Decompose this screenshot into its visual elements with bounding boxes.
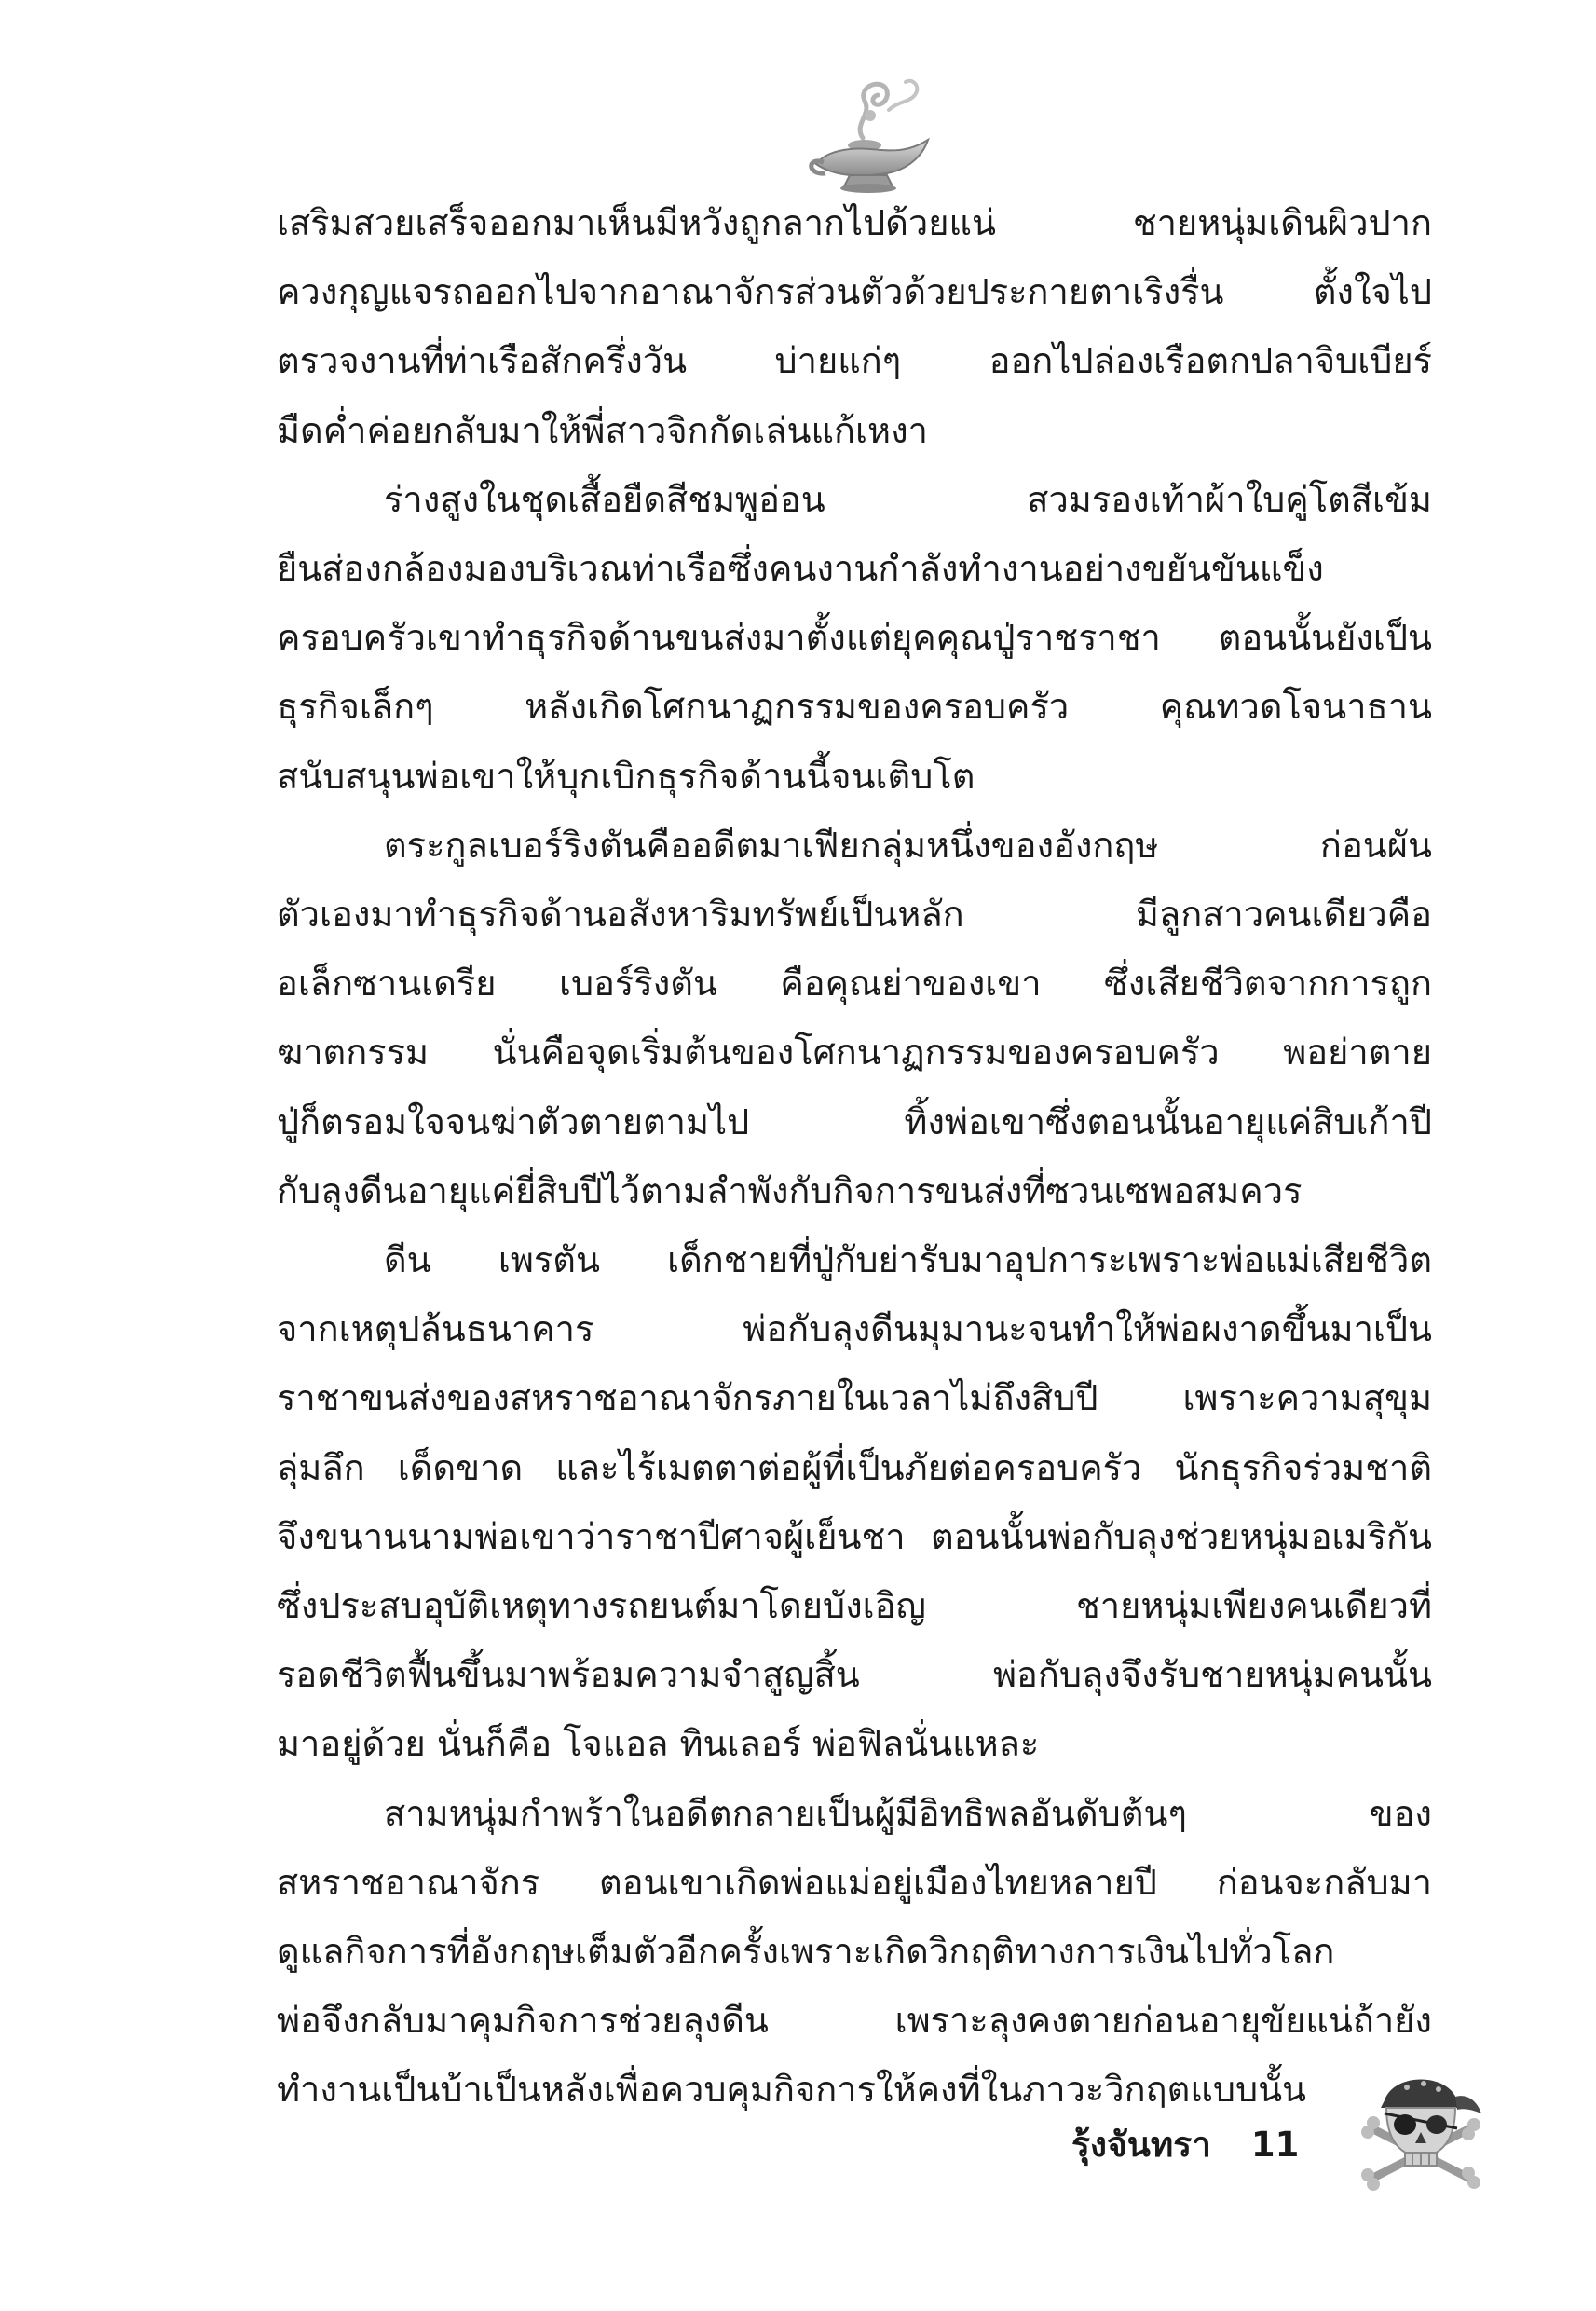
genie-lamp-icon xyxy=(798,73,937,203)
page-number: 11 xyxy=(1250,2125,1300,2165)
book-title: รุ้งจันทรา xyxy=(1071,2125,1211,2165)
text-line: ซึ่งประสบอุบัติเหตุทางรถยนต์มาโดยบังเอิญ ชายหนุ่มเพียงคนเดียวที่ xyxy=(277,1585,1432,1627)
text-line: อเล็กซานเดรีย เบอร์ริงตัน คือคุณย่าของเขา ซึ่งเสียชีวิตจากการถูก xyxy=(277,963,1432,1005)
text-line: ดีน เพรตัน เด็กชายที่ปู่กับย่ารับมาอุปการะเพราะพ่อแม่เสียชีวิต xyxy=(384,1239,1432,1281)
text-line: ลุ่มลึก เด็ดขาด และไร้เมตตาต่อผู้ที่เป็นภัยต่อครอบครัว นักธุรกิจร่วมชาติ xyxy=(277,1446,1432,1488)
text-line: สหราชอาณาจักร ตอนเขาเกิดพ่อแม่อยู่เมืองไทยหลายปี ก่อนจะกลับมา xyxy=(277,1861,1432,1903)
page-footer xyxy=(1071,2117,1299,2172)
text-line: ฆาตกรรม นั่นคือจุดเริ่มต้นของโศกนาฏกรรมของครอบครัว พอย่าตาย xyxy=(277,1032,1432,1073)
paragraph-3 xyxy=(277,811,1432,1225)
text-line: ดูแลกิจการที่อังกฤษเต็มตัวอีกครั้งเพราะเกิดวิกฤติทางการเงินไปทั่วโลก xyxy=(277,1931,1335,1973)
text-line: ราชาขนส่งของสหราชอาณาจักรภายในเวลาไม่ถึงสิบปี เพราะความสุขุม xyxy=(277,1377,1432,1419)
text-line: จากเหตุปล้นธนาคาร พ่อกับลุงดีนมุมานะจนทำให้พ่อผงาดขึ้นมาเป็น xyxy=(277,1308,1432,1350)
text-line: ร่างสูงในชุดเสื้อยืดสีชมพูอ่อน สวมรองเท้าผ้าใบคู่โตสีเข้ม xyxy=(384,478,1432,520)
text-line: พ่อจึงกลับมาคุมกิจการช่วยลุงดีน เพราะลุงคงตายก่อนอายุขัยแน่ถ้ายัง xyxy=(277,2000,1432,2042)
text-line: ทำงานเป็นบ้าเป็นหลังเพื่อควบคุมกิจการให้คงที่ในภาวะวิกฤตแบบนั้น xyxy=(277,2069,1307,2111)
paragraph-4 xyxy=(277,1225,1432,1779)
text-line: มาอยู่ด้วย นั่นก็คือ โจแอล ทินเลอร์ พ่อฟิลนั่นแหละ xyxy=(277,1723,1040,1765)
text-line: เสริมสวยเสร็จออกมาเห็นมีหวังถูกลากไปด้วยแน่ ชายหนุ่มเดินผิวปาก xyxy=(277,202,1432,243)
text-line: ตัวเองมาทำธุรกิจด้านอสังหาริมทรัพย์เป็นหลัก มีลูกสาวคนเดียวคือ xyxy=(277,894,1432,936)
paragraph-5 xyxy=(277,1779,1432,2125)
text-line: ควงกุญแจรถออกไปจากอาณาจักรส่วนตัวด้วยประกายตาเริงรื่น ตั้งใจไป xyxy=(277,271,1432,313)
paragraph-1 xyxy=(277,188,1432,465)
body-text xyxy=(277,188,1432,2125)
text-line: รอดชีวิตฟื้นขึ้นมาพร้อมความจำสูญสิ้น พ่อกับลุงจึงรับชายหนุ่มคนนั้น xyxy=(277,1654,1432,1696)
pirate-skull-crossbones-icon xyxy=(1351,2059,1491,2199)
text-line: กับลุงดีนอายุแค่ยี่สิบปีไว้ตามลำพังกับกิจการขนส่งที่ซวนเซพอสมควร xyxy=(277,1169,1303,1211)
text-line: ธุรกิจเล็กๆ หลังเกิดโศกนาฏกรรมของครอบครัว คุณทวดโจนาธาน xyxy=(277,686,1432,728)
text-line: สามหนุ่มกำพร้าในอดีตกลายเป็นผู้มีอิทธิพลอันดับต้นๆ ของ xyxy=(384,1792,1432,1834)
text-line: ยืนส่องกล้องมองบริเวณท่าเรือซึ่งคนงานกำลังทำงานอย่างขยันขันแข็ง xyxy=(277,548,1324,590)
text-line: ปู่ก็ตรอมใจจนฆ่าตัวตายตามไป ทิ้งพ่อเขาซึ่งตอนนั้นอายุแค่สิบเก้าปี xyxy=(277,1101,1432,1142)
text-line: ตรวจงานที่ท่าเรือสักครึ่งวัน บ่ายแก่ๆ ออกไปล่องเรือตกปลาจิบเบียร์ xyxy=(277,340,1432,382)
text-line: สนับสนุนพ่อเขาให้บุกเบิกธุรกิจด้านนี้จนเติบโต xyxy=(277,755,975,797)
text-line: ตระกูลเบอร์ริงตันคืออดีตมาเฟียกลุ่มหนึ่งของอังกฤษ ก่อนผัน xyxy=(384,824,1432,866)
paragraph-2 xyxy=(277,465,1432,811)
text-line: จึงขนานนามพ่อเขาว่าราชาปีศาจผู้เย็นชา ตอนนั้นพ่อกับลุงช่วยหนุ่มอเมริกัน xyxy=(277,1515,1432,1557)
text-line: ครอบครัวเขาทำธุรกิจด้านขนส่งมาตั้งแต่ยุคคุณปู่ราชราชา ตอนนั้นยังเป็น xyxy=(277,617,1432,659)
text-line: มืดค่ำค่อยกลับมาให้พี่สาวจิกกัดเล่นแก้เหงา xyxy=(277,409,928,451)
